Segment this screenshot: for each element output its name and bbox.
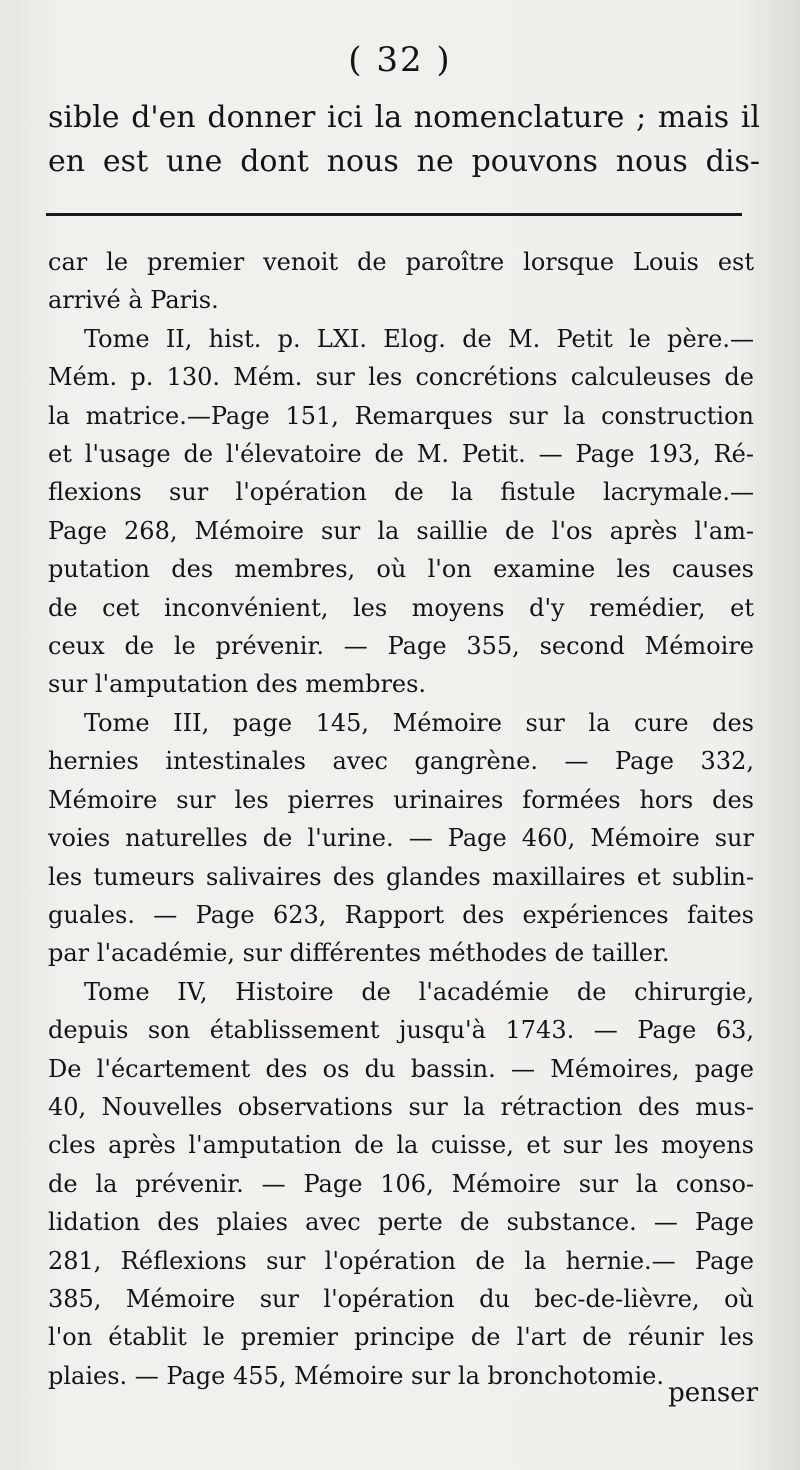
text-line: les tumeurs salivaires des glandes maxillaires et sublin- <box>48 862 754 891</box>
text-line: la matrice.—Page 151, Remarques sur la construction <box>48 401 754 430</box>
footnote-text <box>48 243 754 1395</box>
text-line: hernies intestinales avec gangrène. — Page 332, <box>48 747 754 776</box>
text-line: ceux de le prévenir. — Page 355, second Mémoire <box>48 632 754 661</box>
text-line: 40, Nouvelles observations sur la rétraction des mus- <box>48 1092 754 1121</box>
footnote-divider <box>46 213 742 216</box>
text-line: depuis son établissement jusqu'à 1743. — Page 63, <box>48 1016 754 1045</box>
text-line: plaies. — Page 455, Mémoire sur la bronchotomie. <box>48 1361 664 1390</box>
text-line: 281, Réflexions sur l'opération de la hernie.— Page <box>48 1246 754 1275</box>
text-line: et l'usage de l'élevatoire de M. Petit. — Page 193, Ré- <box>48 440 754 469</box>
text-line: l'on établit le premier principe de l'art de réunir les <box>48 1323 754 1352</box>
text-line: sible d'en donner ici la nomenclature ; mais il <box>48 100 760 135</box>
text-line: De l'écartement des os du bassin. — Mémoires, page <box>48 1054 754 1083</box>
text-line: Page 268, Mémoire sur la saillie de l'os après l'am- <box>48 516 754 545</box>
text-line: Tome IV, Histoire de l'académie de chirurgie, <box>84 977 754 1006</box>
text-line: Mémoire sur les pierres urinaires formées hors des <box>48 785 754 814</box>
text-line: par l'académie, sur différentes méthodes de tailler. <box>48 939 670 968</box>
top-paragraph <box>48 96 760 184</box>
text-line: Tome II, hist. p. LXI. Elog. de M. Petit le père.— <box>84 324 754 353</box>
text-line: Tome III, page 145, Mémoire sur la cure des <box>84 708 754 737</box>
text-line: cles après l'amputation de la cuisse, et sur les moyens <box>48 1131 754 1160</box>
text-line: flexions sur l'opération de la fistule lacrymale.— <box>48 478 754 507</box>
text-line: en est une dont nous ne pouvons nous dis- <box>48 144 760 179</box>
catchword: penser <box>668 1378 758 1408</box>
text-line: Mém. p. 130. Mém. sur les concrétions calculeuses de <box>48 363 754 392</box>
text-line: guales. — Page 623, Rapport des expériences faites <box>48 900 754 929</box>
text-line: 385, Mémoire sur l'opération du bec-de-lièvre, où <box>48 1284 754 1313</box>
text-line: arrivé à Paris. <box>48 286 219 315</box>
text-line: de cet inconvénient, les moyens d'y remédier, et <box>48 593 754 622</box>
text-line: car le premier venoit de paroître lorsque Louis est <box>48 248 754 276</box>
text-line: lidation des plaies avec perte de substance. — Page <box>48 1208 754 1237</box>
text-line: de la prévenir. — Page 106, Mémoire sur la conso- <box>48 1169 754 1198</box>
text-line: voies naturelles de l'urine. — Page 460, Mémoire sur <box>48 824 754 853</box>
text-line: putation des membres, où l'on examine les causes <box>48 555 754 584</box>
text-line: sur l'amputation des membres. <box>48 670 427 699</box>
page-number: ( 32 ) <box>348 40 452 80</box>
